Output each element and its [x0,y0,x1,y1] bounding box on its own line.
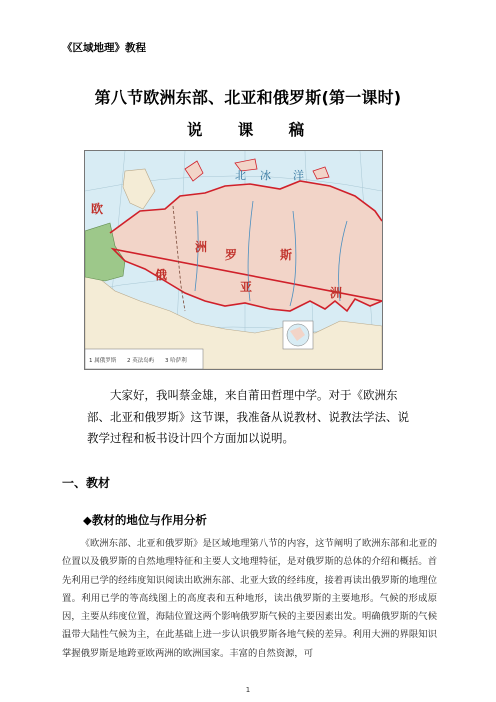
intro-text: 大家好，我叫蔡金雄，来自莆田哲理中学。对于《欧洲东部、北亚和俄罗斯》这节课，我准备从说教材、说教法学法、说教学过程和板书设计四个方面加以说明。 [87,388,409,445]
region-label-3: 俄 [155,268,168,282]
section-heading-textbook: 一、教材 [62,476,111,490]
region-label-1: 欧 [91,202,104,216]
ocean-label-3: 洋 [293,169,304,182]
legend-item-2: 2 英法岛屿 [127,358,155,364]
map-legend [89,356,187,364]
section-body [62,535,437,663]
legend-item-3: 3 哈萨利 [165,358,187,364]
region-label-5: 斯 [280,248,293,262]
intro-paragraph [87,385,417,450]
region-label-2: 洲 [195,240,208,254]
page-number: 1 [245,686,251,694]
course-subject: 《区域地理》教程 [62,42,146,54]
body-paragraph: 《欧洲东部、北亚和俄罗斯》是区域地理第八节的内容，这节阐明了欧洲东部和北亚的位置以及俄罗斯的自然地理特征和主要人文地理特征，是对俄罗斯的总体的介绍和概括。首先利用已学的经纬度知识阅读出欧洲东部、北亚大致的经纬度，接着再读出俄罗斯的地理位置。利用已学的等高线图上的高度表和五种地形，读出俄罗斯的主要地形。气候的形成原因，主要从纬度位置，海陆位置这两个影响俄罗斯气候的主要因素出发。明确俄罗斯的气候温带大陆性气候为主，在此基础上进一步认识俄罗斯各地气候的差异。利用大洲的界限知识掌握俄罗斯是地跨亚欧两洲的欧洲国家。丰富的自然资源，可 [62,538,437,659]
region-label-6: 亚 [240,280,253,294]
page-title: 第八节欧洲东部、北亚和俄罗斯(第一课时) [94,88,402,107]
map-graphic [85,151,382,369]
region-label-4: 罗 [225,248,238,262]
subsection-heading-role: ◆教材的地位与作用分析 [83,513,207,527]
legend-item-1: 1 属俄罗斯 [89,358,117,364]
ocean-label-2: 冰 [260,169,271,182]
region-label-7: 洲 [330,286,343,300]
ocean-label-1: 北 [235,169,246,182]
page-subtitle: 说 课 稿 [186,121,320,139]
ocean-label-group [235,168,304,182]
russia-map [84,150,383,370]
